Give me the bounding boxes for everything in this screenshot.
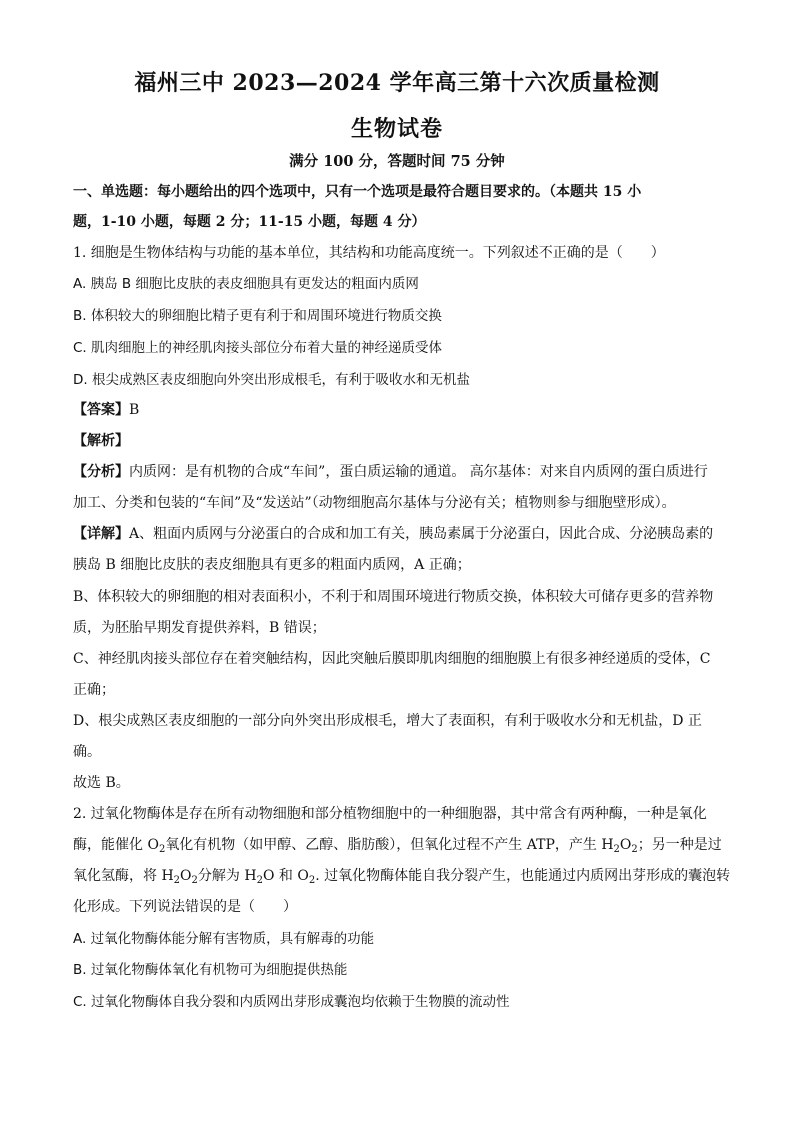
- q1-option-d: D. 根尖成熟区表皮细胞向外突出形成根毛，有利于吸收水和无机盐: [73, 372, 470, 388]
- exam-title: 福州三中 2023—2024 学年高三第十六次质量检测: [134, 70, 660, 96]
- subscript: 2: [256, 875, 263, 886]
- q2-option-a: A. 过氧化物酶体能分解有害物质，具有解毒的功能: [73, 931, 375, 947]
- q2-text: O: [180, 868, 192, 884]
- q2-option-c: C. 过氧化物酶体自我分裂和内质网出芽形成囊泡均依赖于生物膜的流动性: [73, 994, 510, 1010]
- exam-info: 满分 100 分，答题时间 75 分钟: [289, 153, 505, 170]
- q2-stem-line4: 化形成。下列说法错误的是（ ）: [73, 899, 297, 915]
- q2-stem-line2: [73, 835, 723, 855]
- q1-option-b: B. 体积较大的卵细胞比精子更有利于和周围环境进行物质交换: [73, 308, 442, 324]
- subscript: 2: [173, 875, 181, 886]
- detail-text-1: A、粗面内质网与分泌蛋白的合成和加工有关，胰岛素属于分泌蛋白，因此合成、分泌胰岛素的: [129, 526, 714, 542]
- q2-text: . 过氧化物酶体能自我分裂产生，也能通过内质网出芽形成的囊泡转: [315, 868, 731, 884]
- q2-stem-line3: [73, 866, 731, 886]
- q2-option-b: B. 过氧化物酶体氧化有机物可为细胞提供热能: [73, 962, 348, 978]
- q1-fenxi-line2: 加工、分类和包装的“车间”及“发送站”（动物细胞高尔基体与分泌有关；植物则参与细胞壁形成）。: [73, 495, 676, 511]
- answer-tag: 【答案】: [73, 402, 129, 418]
- q2-stem-line1: 2. 过氧化物酶体是存在所有动物细胞和部分植物细胞中的一种细胞器，其中常含有两种酶，一种是氧化: [73, 806, 707, 822]
- q1-fenxi-line1: [73, 462, 723, 482]
- answer-value: B: [129, 402, 140, 418]
- q1-detail-line5: C、神经肌肉接头部位存在着突触结构，因此突触后膜即肌肉细胞的细胞膜上有很多神经递质的受体，C: [73, 651, 711, 667]
- q2-text: 氧化氢酶，将 H: [73, 868, 174, 884]
- q2-text: O: [619, 837, 632, 853]
- q1-option-c: C. 肌肉细胞上的神经肌肉接头部位分布着大量的神经递质受体: [73, 340, 443, 356]
- q1-detail-line7: D、根尖成熟区表皮细胞的一部分向外突出形成根毛，增大了表面积，有利于吸收水分和无机盐，D 正: [73, 713, 702, 729]
- analysis-tag: 【解析】: [73, 433, 129, 449]
- q1-analysis-tag: [73, 431, 723, 451]
- q1-detail-line6: 正确；: [73, 682, 115, 698]
- q2-text: O 和 O: [262, 868, 309, 884]
- section-heading-line1: 一、单选题：每小题给出的四个选项中，只有一个选项是最符合题目要求的。（本题共 15 小: [73, 184, 642, 200]
- q1-detail-line1: [73, 524, 723, 544]
- q1-stem: 1. 细胞是生物体结构与功能的基本单位，其结构和功能高度统一。下列叙述不正确的是（ ）: [73, 245, 665, 261]
- q1-detail-line8: 确。: [73, 744, 101, 760]
- q2-text: 氧化有机物（如甲醇、乙醇、脂肪酸），但氧化过程不产生 ATP，产生 H: [165, 837, 614, 853]
- q1-answer: [73, 400, 723, 420]
- subject-title: 生物试卷: [350, 116, 443, 142]
- subscript: 2: [613, 844, 620, 855]
- q2-text: 酶，能催化 O: [73, 837, 159, 853]
- q1-detail-line4: 质，为胚胎早期发育提供养料，B 错误；: [73, 620, 326, 636]
- subscript: 2: [158, 844, 166, 855]
- q1-option-a: A. 胰岛 B 细胞比皮肤的表皮细胞具有更发达的粗面内质网: [73, 276, 419, 292]
- fenxi-text-1: 内质网：是有机物的合成“车间”，蛋白质运输的通道。 高尔基体：对来自内质网的蛋白质进行: [129, 464, 708, 480]
- fenxi-tag: 【分析】: [73, 464, 129, 480]
- q2-text: 分解为 H: [197, 868, 257, 884]
- q2-text: ；另一种是过: [637, 837, 722, 853]
- section-heading-line2: 题，1-10 小题，每题 2 分；11-15 小题，每题 4 分）: [73, 214, 426, 230]
- subscript: 2: [308, 875, 316, 886]
- q1-conclusion: 故选 B。: [73, 775, 130, 791]
- subscript: 2: [191, 875, 198, 886]
- subscript: 2: [631, 844, 638, 855]
- xiangjie-tag: 【详解】: [73, 526, 129, 542]
- q1-detail-line2: 胰岛 B 细胞比皮肤的表皮细胞具有更多的粗面内质网，A 正确；: [73, 557, 471, 573]
- q1-detail-line3: B、体积较大的卵细胞的相对表面积小，不利于和周围环境进行物质交换，体积较大可储存更多的营养物: [73, 589, 714, 605]
